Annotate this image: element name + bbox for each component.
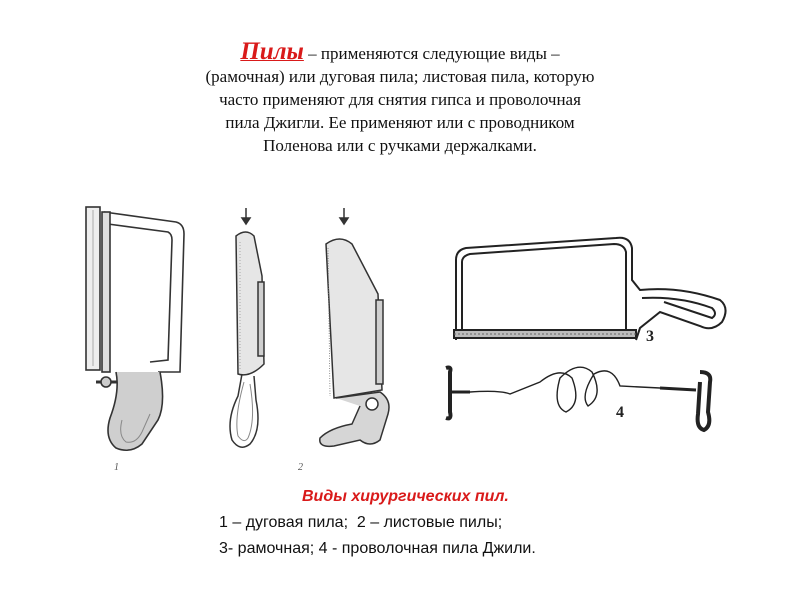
- caption-line-2: 3- рамочная; 4 - проволочная пила Джили.: [219, 540, 536, 557]
- gigli-wire: [470, 367, 660, 412]
- gigli-wire-saw-drawing: [446, 367, 710, 430]
- sheet-saw-blade: [326, 239, 382, 398]
- caption-line-1: 1 – дуговая пила; 2 – листовые пилы;: [219, 514, 503, 531]
- sheet-saw-drawing: [320, 208, 389, 446]
- heading-line-1-text: – применяются следующие виды –: [303, 44, 560, 63]
- caption-title: Виды хирургических пил.: [302, 488, 509, 505]
- figure-number-3: 3: [646, 328, 654, 345]
- figure-label-2: 2: [298, 462, 303, 473]
- leaf-saw-loop-handle: [230, 374, 258, 447]
- leaf-saw-drawing: [230, 208, 264, 447]
- figure-number-4: 4: [616, 404, 624, 421]
- frame-saw-blade: [454, 330, 636, 338]
- frame-saw-drawing: [454, 238, 726, 340]
- heading-line-4: пила Джигли. Ее применяют или с проводником: [225, 113, 575, 132]
- figure-label-1: 1: [114, 462, 119, 473]
- heading-line-5: Поленова или с ручками держалками.: [263, 136, 537, 155]
- heading-line-2: (рамочная) или дуговая пила; листовая пила, которую: [205, 67, 595, 86]
- bow-saw-handle: [108, 372, 163, 450]
- bow-saw-drawing: [86, 207, 184, 450]
- heading-line-3: часто применяют для снятия гипса и проволочная: [219, 90, 581, 109]
- title-word: Пилы: [240, 38, 304, 65]
- sheet-saw-handle: [320, 392, 389, 446]
- gigli-right-handle: [698, 372, 711, 430]
- gigli-left-handle: [446, 368, 451, 419]
